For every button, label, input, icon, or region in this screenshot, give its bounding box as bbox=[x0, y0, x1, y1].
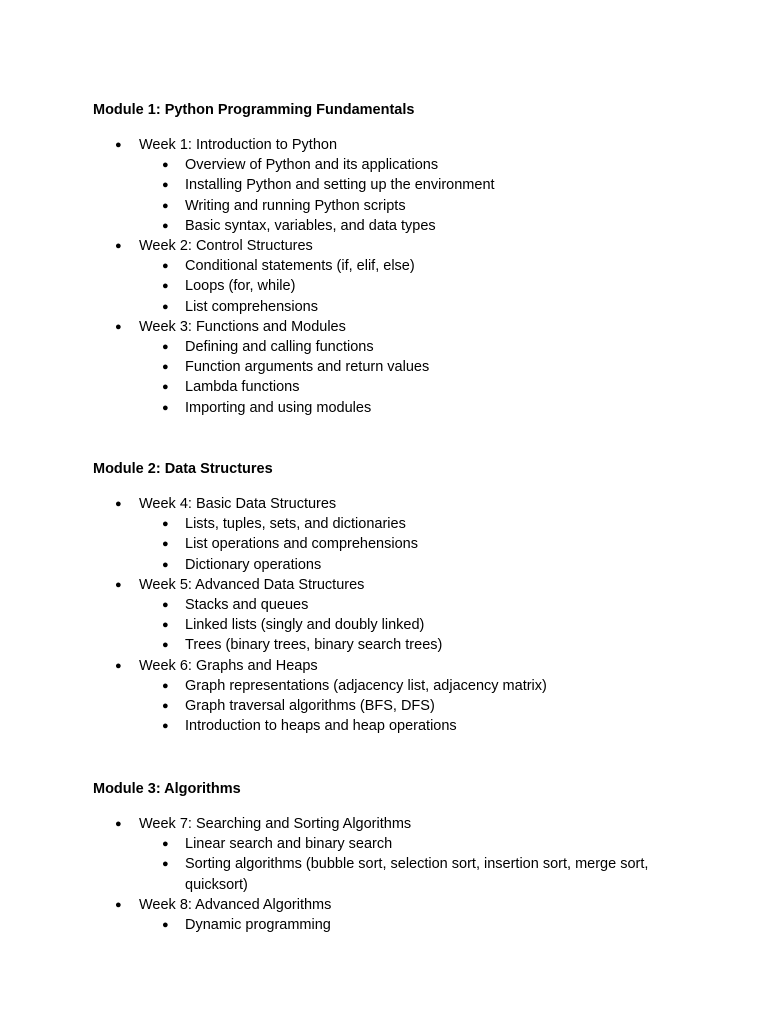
bullet-icon: ● bbox=[162, 341, 169, 354]
bullet-icon: ● bbox=[162, 538, 169, 551]
bullet-icon: ● bbox=[115, 498, 122, 510]
bullet-icon: ● bbox=[162, 219, 169, 232]
bullet-icon: ● bbox=[115, 818, 122, 830]
topic-label: Graph representations (adjacency list, adjacency matrix) bbox=[185, 677, 547, 694]
bullet-icon: ● bbox=[162, 260, 169, 273]
week-item bbox=[0, 575, 768, 656]
week-label: Week 8: Advanced Algorithms bbox=[139, 896, 332, 913]
week-item bbox=[0, 135, 768, 236]
topic-list bbox=[139, 676, 768, 737]
topic-label: Lambda functions bbox=[185, 379, 300, 396]
topic-label: Introduction to heaps and heap operations bbox=[185, 718, 457, 735]
topic-label: List comprehensions bbox=[185, 298, 318, 315]
topic-label: Installing Python and setting up the environment bbox=[185, 177, 495, 194]
week-item bbox=[0, 656, 768, 737]
bullet-icon: ● bbox=[162, 858, 169, 871]
bullet-icon: ● bbox=[162, 679, 169, 692]
week-list bbox=[0, 135, 768, 418]
topic-label: Function arguments and return values bbox=[185, 359, 430, 376]
bullet-icon: ● bbox=[162, 919, 169, 932]
topic-label: Stacks and queues bbox=[185, 597, 309, 614]
bullet-icon: ● bbox=[162, 599, 169, 612]
topic-item bbox=[139, 377, 655, 397]
topic-list bbox=[139, 915, 768, 935]
topic-label: Basic syntax, variables, and data types bbox=[185, 217, 436, 234]
week-label: Week 7: Searching and Sorting Algorithms bbox=[139, 816, 412, 832]
bullet-icon: ● bbox=[162, 300, 169, 313]
bullet-icon: ● bbox=[162, 159, 169, 172]
topic-label: List operations and comprehensions bbox=[185, 536, 418, 553]
topic-list bbox=[139, 834, 768, 895]
topic-item bbox=[139, 216, 655, 236]
week-item bbox=[0, 494, 768, 575]
topic-item bbox=[139, 398, 655, 418]
module-title: Module 3: Algorithms bbox=[93, 781, 241, 797]
topic-list bbox=[139, 155, 768, 236]
bullet-icon: ● bbox=[162, 639, 169, 652]
bullet-icon: ● bbox=[162, 700, 169, 713]
week-label: Week 2: Control Structures bbox=[139, 238, 313, 255]
bullet-icon: ● bbox=[162, 720, 169, 733]
topic-item bbox=[139, 276, 655, 296]
topic-list bbox=[139, 256, 768, 317]
bullet-icon: ● bbox=[115, 139, 122, 151]
topic-label: Linear search and binary search bbox=[185, 836, 393, 853]
topic-label: Sorting algorithms (bubble sort, selection sort, insertion sort, merge sort, quicksort) bbox=[185, 856, 649, 893]
topic-label: Conditional statements (if, elif, else) bbox=[185, 258, 415, 275]
bullet-icon: ● bbox=[162, 280, 169, 293]
week-item bbox=[0, 814, 768, 895]
topic-label: Dynamic programming bbox=[185, 917, 331, 934]
topic-item bbox=[139, 256, 655, 276]
week-label: Week 3: Functions and Modules bbox=[139, 318, 346, 335]
topic-label: Lists, tuples, sets, and dictionaries bbox=[185, 516, 406, 533]
bullet-icon: ● bbox=[115, 240, 122, 253]
bullet-icon: ● bbox=[162, 518, 169, 531]
topic-label: Linked lists (singly and doubly linked) bbox=[185, 617, 425, 634]
bullet-icon: ● bbox=[162, 179, 169, 192]
topic-item bbox=[139, 196, 655, 216]
week-label: Week 1: Introduction to Python bbox=[139, 137, 338, 153]
topic-list bbox=[139, 514, 768, 575]
bullet-icon: ● bbox=[162, 381, 169, 394]
bullet-icon: ● bbox=[115, 320, 122, 333]
topic-list bbox=[139, 595, 768, 656]
week-list bbox=[0, 814, 768, 935]
bullet-icon: ● bbox=[162, 619, 169, 632]
topic-label: Trees (binary trees, binary search trees) bbox=[185, 637, 443, 654]
week-item bbox=[0, 895, 768, 935]
module-title: Module 1: Python Programming Fundamentals bbox=[93, 102, 415, 118]
topic-item bbox=[139, 555, 655, 575]
week-label: Week 4: Basic Data Structures bbox=[139, 496, 337, 512]
topic-label: Defining and calling functions bbox=[185, 339, 374, 356]
bullet-icon: ● bbox=[115, 659, 122, 672]
week-label: Week 6: Graphs and Heaps bbox=[139, 657, 318, 674]
topic-label: Overview of Python and its applications bbox=[185, 157, 439, 174]
topic-label: Writing and running Python scripts bbox=[185, 197, 406, 214]
topic-item bbox=[139, 716, 655, 736]
module-title: Module 2: Data Structures bbox=[93, 461, 273, 477]
topic-item bbox=[139, 635, 655, 655]
bullet-icon: ● bbox=[115, 898, 122, 911]
bullet-icon: ● bbox=[162, 199, 169, 212]
week-item bbox=[0, 236, 768, 317]
topic-item bbox=[139, 595, 655, 615]
bullet-icon: ● bbox=[162, 361, 169, 374]
week-item bbox=[0, 317, 768, 418]
bullet-icon: ● bbox=[115, 578, 122, 591]
bullet-icon: ● bbox=[162, 401, 169, 414]
topic-item bbox=[139, 834, 655, 854]
topic-label: Importing and using modules bbox=[185, 399, 372, 416]
topic-label: Dictionary operations bbox=[185, 556, 322, 573]
topic-item bbox=[139, 514, 655, 534]
topic-item bbox=[139, 676, 655, 696]
topic-item bbox=[139, 297, 655, 317]
topic-label: Graph traversal algorithms (BFS, DFS) bbox=[185, 698, 435, 715]
topic-item bbox=[139, 155, 655, 175]
topic-item bbox=[139, 175, 655, 195]
topic-label: Loops (for, while) bbox=[185, 278, 296, 295]
bullet-icon: ● bbox=[162, 838, 169, 851]
topic-item bbox=[139, 854, 655, 894]
topic-item bbox=[139, 615, 655, 635]
topic-item bbox=[139, 915, 655, 935]
topic-list bbox=[139, 337, 768, 418]
bullet-icon: ● bbox=[162, 558, 169, 571]
topic-item bbox=[139, 337, 655, 357]
week-list bbox=[0, 494, 768, 736]
topic-item bbox=[139, 357, 655, 377]
topic-item bbox=[139, 534, 655, 554]
week-label: Week 5: Advanced Data Structures bbox=[139, 576, 365, 593]
topic-item bbox=[139, 696, 655, 716]
